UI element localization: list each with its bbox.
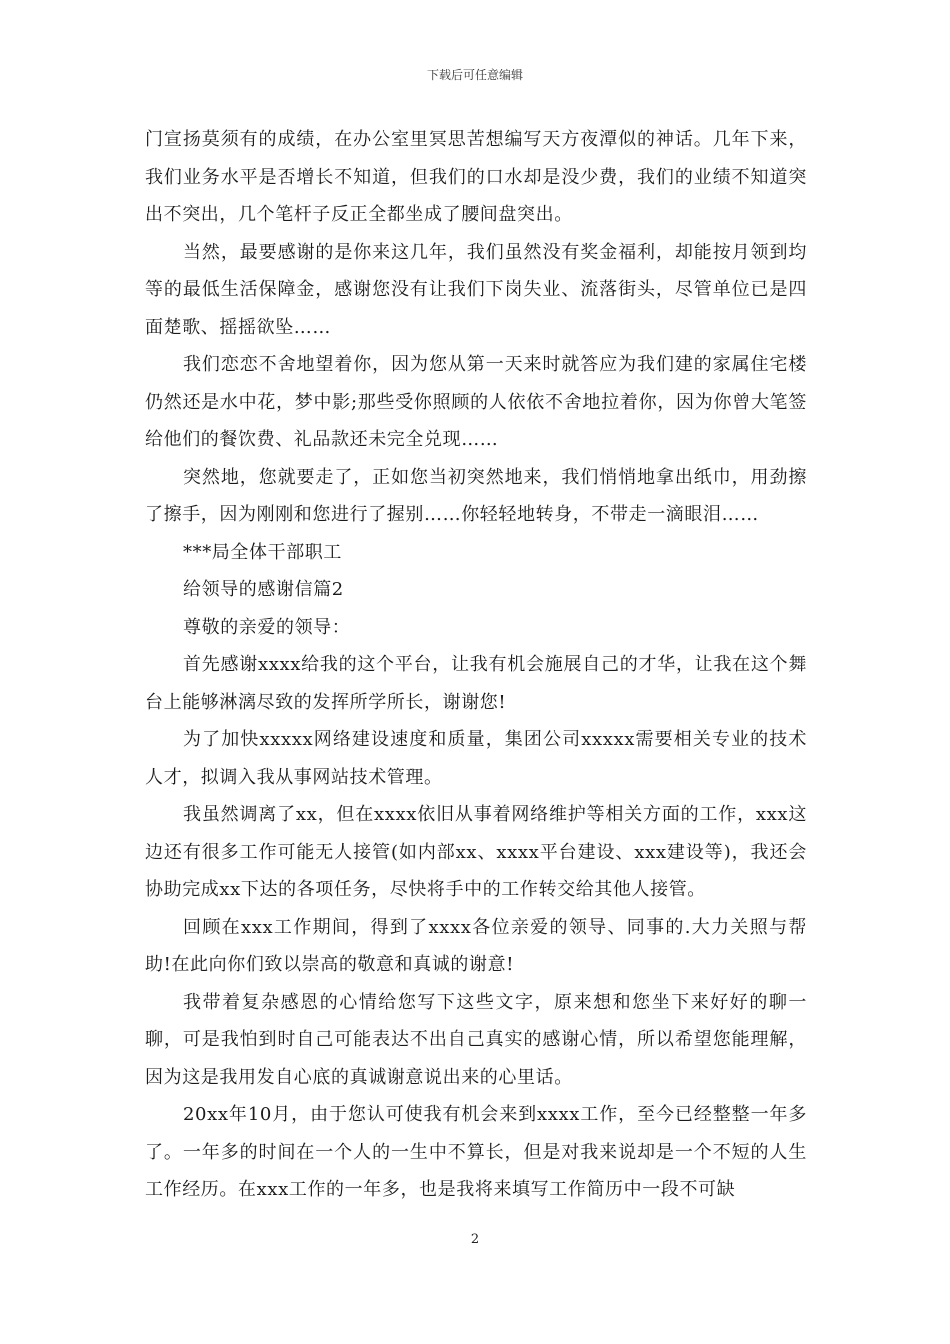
paragraph-continuation: 门宣扬莫须有的成绩，在办公室里冥思苦想编写天方夜潭似的神话。几年下来，我们业务水平是否增长不知道，但我们的口水却是没少费，我们的业绩不知道突出不突出，几个笔杆子反正全都坐成了腰间盘突出。 [145, 129, 807, 225]
paragraph: 我们恋恋不舍地望着你，因为您从第一天来时就答应为我们建的家属住宅楼仍然还是水中花，梦中影;那些受你照顾的人依依不舍地拉着你，因为你曾大笔签给他们的餐饮费、礼品款还未完全兑现…… [145, 354, 807, 450]
signature-line: ***局全体干部职工 [183, 541, 342, 563]
document-body [145, 121, 807, 1209]
page-number: 2 [470, 1232, 480, 1247]
paragraph: 我带着复杂感恩的心情给您写下这些文字，原来想和您坐下来好好的聊一聊，可是我怕到时自己可能表达不出自己真实的感谢心情，所以希望您能理解，因为这是我用发自心底的真诚谢意说出来的心里话。 [145, 991, 807, 1088]
section-title: 给领导的感谢信篇2 [183, 579, 344, 600]
paragraph: 我虽然调离了xx，但在xxxx依旧从事着网络维护等相关方面的工作，xxx这边还有很多工作可能无人接管(如内部xx、xxxx平台建设、xxx建设等)，我还会协助完成xx下达的各项任务，尽快将手中的工作转交给其他人接管。 [145, 804, 807, 900]
paragraph: 20xx年10月，由于您认可使我有机会来到xxxx工作，至今已经整整一年多了。一年多的时间在一个人的一生中不算长，但是对我来说却是一个不短的人生工作经历。在xxx工作的一年多，也是我将来填写工作简历中一段不可缺 [145, 1104, 807, 1200]
page-header: 下载后可任意编辑 [426, 68, 523, 82]
paragraph: 当然，最要感谢的是你来这几年，我们虽然没有奖金福利，却能按月领到均等的最低生活保障金，感谢您没有让我们下岗失业、流落街头，尽管单位已是四面楚歌、摇摇欲坠…… [145, 241, 807, 338]
paragraph: 首先感谢xxxx给我的这个平台，让我有机会施展自己的才华，让我在这个舞台上能够淋漓尽致的发挥所学所长，谢谢您! [145, 654, 807, 713]
paragraph: 为了加快xxxxx网络建设速度和质量，集团公司xxxxx需要相关专业的技术人才，拟调入我从事网站技术管理。 [145, 729, 807, 788]
paragraph: 突然地，您就要走了，正如您当初突然地来，我们悄悄地拿出纸巾，用劲擦了擦手，因为刚刚和您进行了握别……你轻轻地转身，不带走一滴眼泪…… [145, 466, 807, 525]
salutation: 尊敬的亲爱的领导： [183, 616, 351, 638]
paragraph: 回顾在xxx工作期间，得到了xxxx各位亲爱的领导、同事的.大力关照与帮助!在此向你们致以崇高的敬意和真诚的谢意! [145, 916, 807, 975]
